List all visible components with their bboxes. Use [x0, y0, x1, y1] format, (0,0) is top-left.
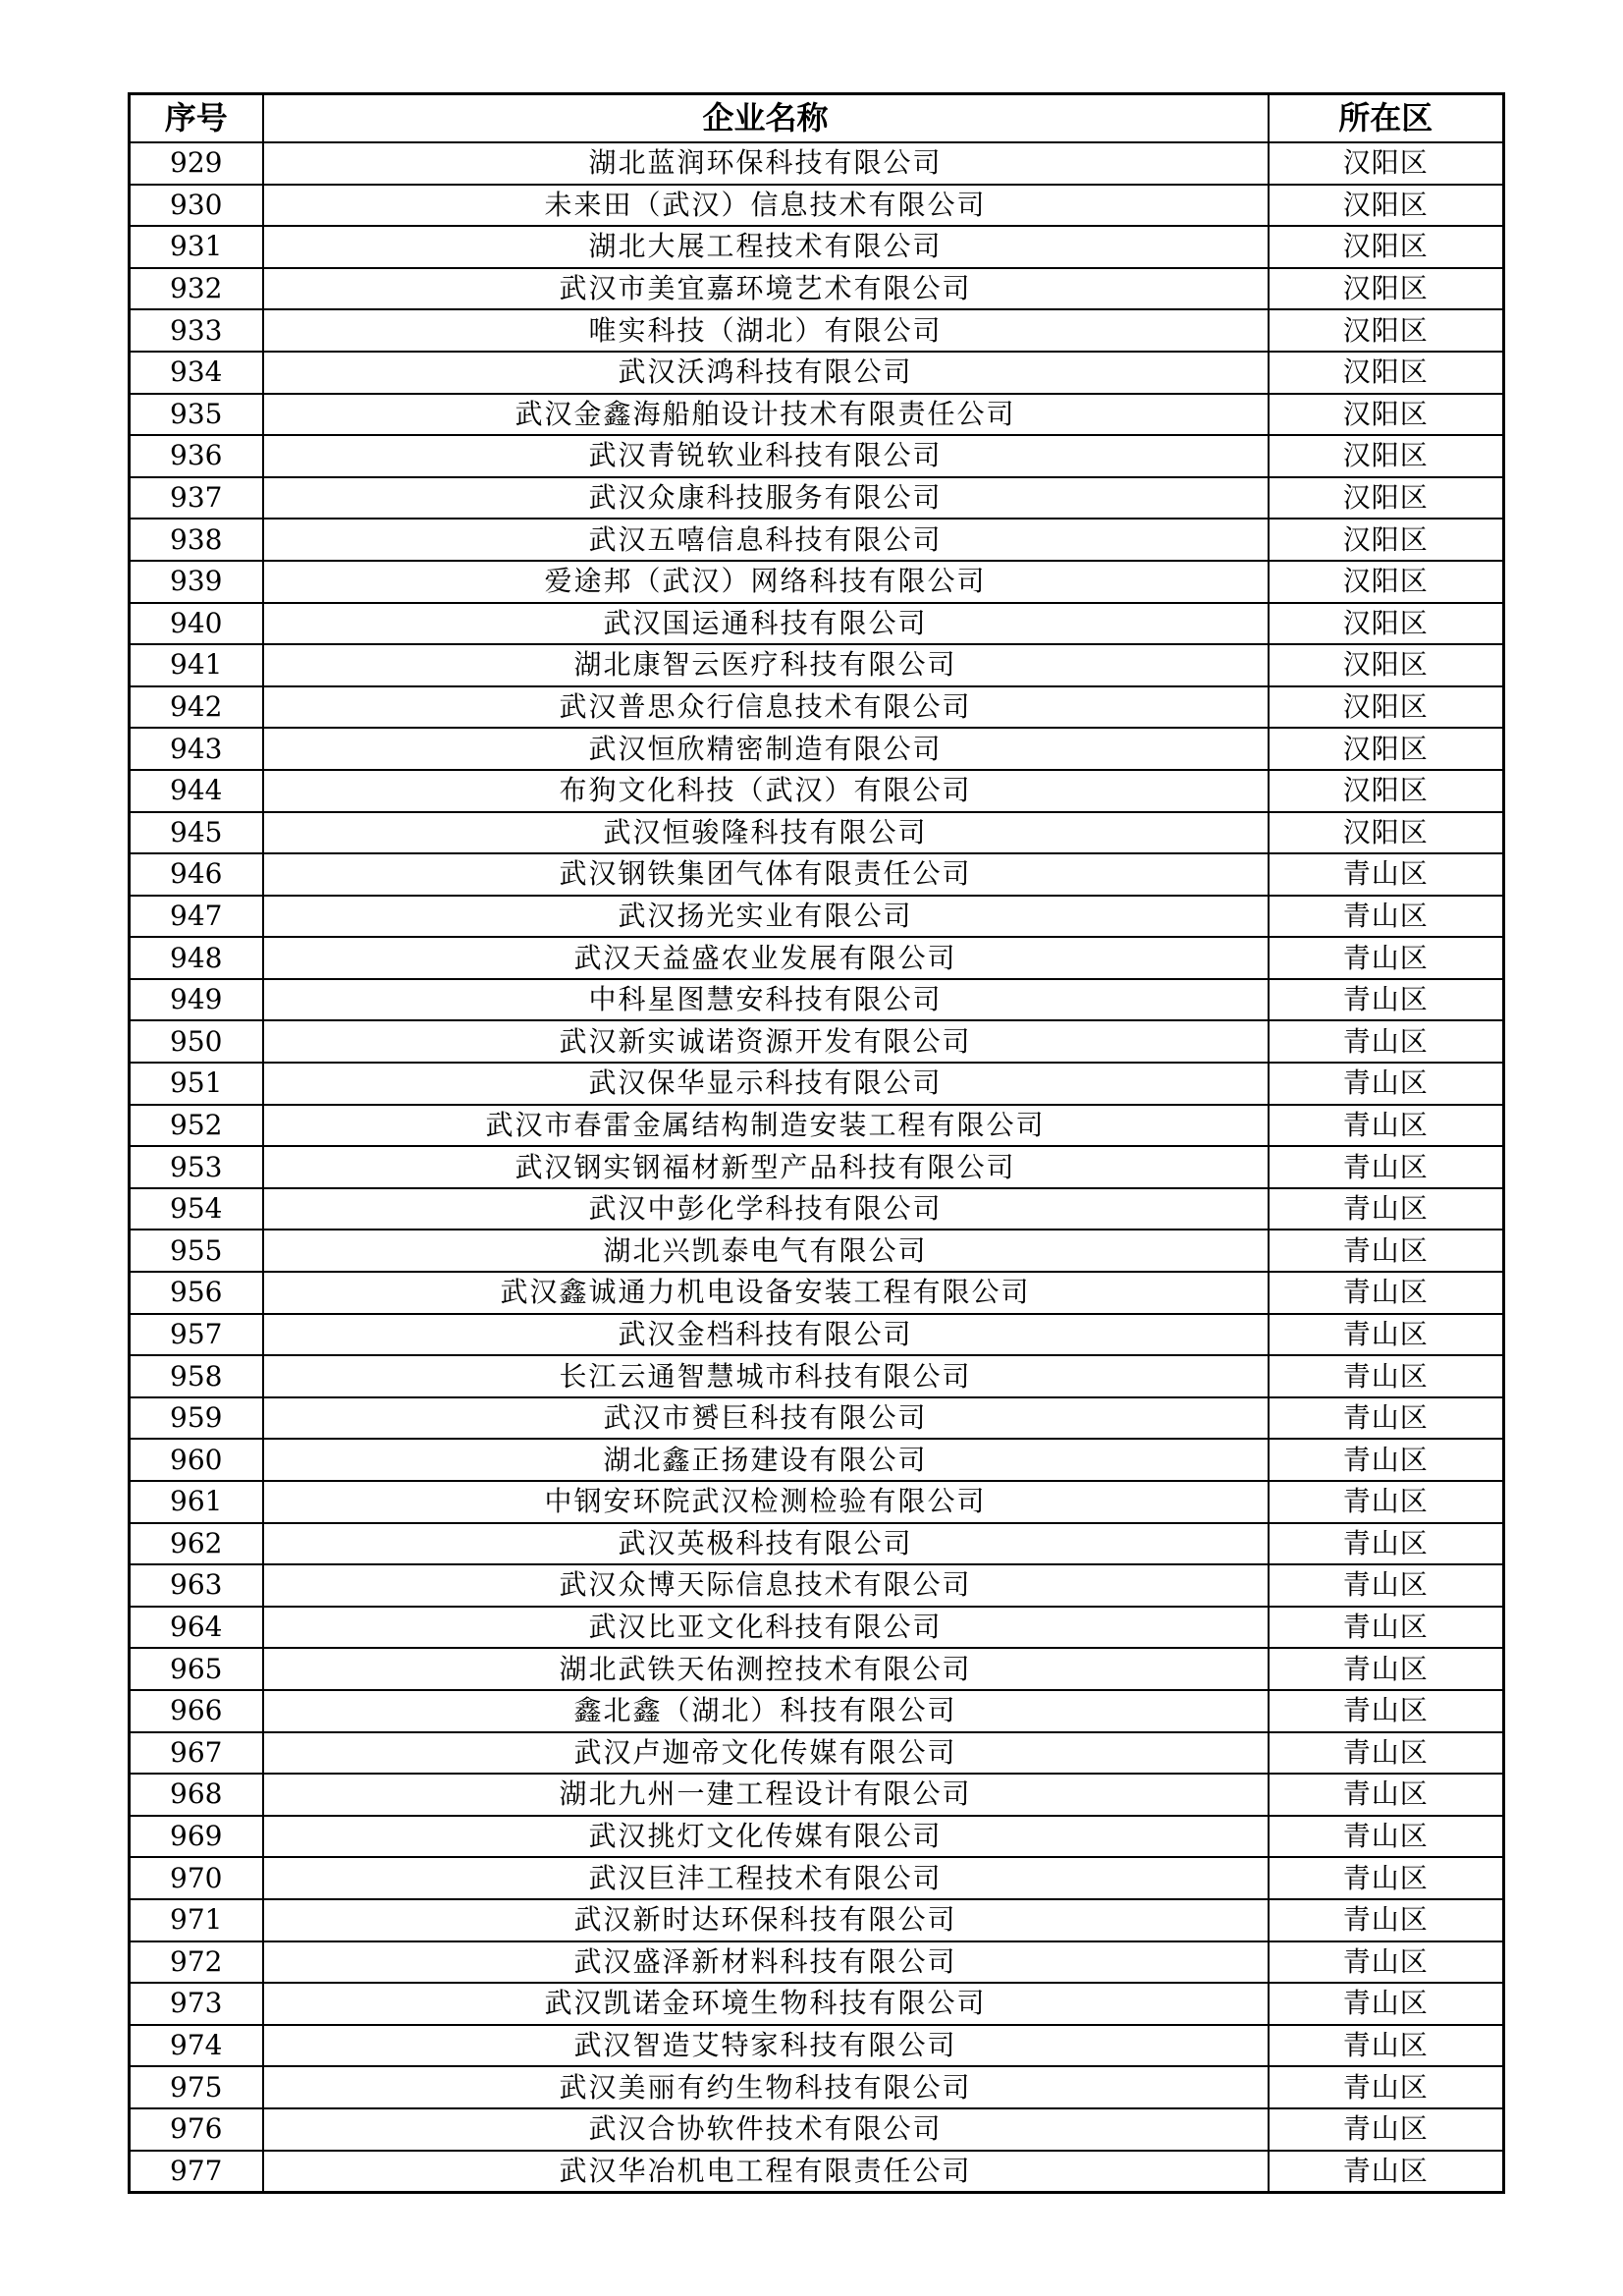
- row-district: 汉阳区: [1269, 394, 1504, 436]
- row-district: 青山区: [1269, 1690, 1504, 1732]
- table-row: [130, 1523, 1504, 1565]
- table-header-row: [130, 94, 1504, 143]
- table-row: [130, 1314, 1504, 1356]
- row-index: 931: [130, 226, 263, 268]
- row-company-name: 武汉市赟巨科技有限公司: [263, 1397, 1269, 1440]
- table-row: [130, 937, 1504, 979]
- row-index: 932: [130, 268, 263, 310]
- table-row: [130, 853, 1504, 896]
- row-company-name: 武汉国运通科技有限公司: [263, 603, 1269, 645]
- table-row: [130, 1272, 1504, 1314]
- row-index: 948: [130, 937, 263, 979]
- row-index: 955: [130, 1230, 263, 1272]
- table-row: [130, 268, 1504, 310]
- table-row: [130, 2108, 1504, 2151]
- table-row: [130, 2151, 1504, 2193]
- row-index: 934: [130, 352, 263, 394]
- table-row: [130, 2066, 1504, 2108]
- row-index: 961: [130, 1481, 263, 1523]
- row-company-name: 武汉巨沣工程技术有限公司: [263, 1857, 1269, 1899]
- row-company-name: 中钢安环院武汉检测检验有限公司: [263, 1481, 1269, 1523]
- table-row: [130, 1816, 1504, 1858]
- table-row: [130, 1899, 1504, 1941]
- row-index: 967: [130, 1732, 263, 1775]
- row-district: 汉阳区: [1269, 603, 1504, 645]
- row-district: 汉阳区: [1269, 268, 1504, 310]
- row-index: 958: [130, 1355, 263, 1397]
- table-row: [130, 1941, 1504, 1984]
- row-company-name: 武汉鑫诚通力机电设备安装工程有限公司: [263, 1272, 1269, 1314]
- row-index: 933: [130, 309, 263, 352]
- row-district: 汉阳区: [1269, 309, 1504, 352]
- table-row: [130, 812, 1504, 854]
- header-index: 序号: [130, 94, 263, 143]
- row-company-name: 武汉天益盛农业发展有限公司: [263, 937, 1269, 979]
- table-row: [130, 1188, 1504, 1230]
- row-company-name: 武汉新实诚诺资源开发有限公司: [263, 1020, 1269, 1063]
- row-company-name: 湖北兴凯泰电气有限公司: [263, 1230, 1269, 1272]
- row-company-name: 武汉沃鸿科技有限公司: [263, 352, 1269, 394]
- row-company-name: 武汉众康科技服务有限公司: [263, 477, 1269, 519]
- table-row: [130, 1774, 1504, 1816]
- header-district: 所在区: [1269, 94, 1504, 143]
- row-index: 944: [130, 770, 263, 812]
- table-row: [130, 185, 1504, 227]
- row-company-name: 武汉华冶机电工程有限责任公司: [263, 2151, 1269, 2193]
- table-row: [130, 519, 1504, 561]
- row-district: 青山区: [1269, 1439, 1504, 1481]
- row-company-name: 武汉中彭化学科技有限公司: [263, 1188, 1269, 1230]
- row-company-name: 武汉市美宜嘉环境艺术有限公司: [263, 268, 1269, 310]
- table-row: [130, 435, 1504, 477]
- row-index: 972: [130, 1941, 263, 1984]
- row-index: 957: [130, 1314, 263, 1356]
- row-index: 959: [130, 1397, 263, 1440]
- row-district: 汉阳区: [1269, 812, 1504, 854]
- table-row: [130, 1481, 1504, 1523]
- table-row: [130, 1732, 1504, 1775]
- row-district: 青山区: [1269, 1607, 1504, 1649]
- row-index: 946: [130, 853, 263, 896]
- row-district: 汉阳区: [1269, 477, 1504, 519]
- row-company-name: 湖北蓝润环保科技有限公司: [263, 142, 1269, 185]
- row-index: 976: [130, 2108, 263, 2151]
- row-company-name: 武汉金鑫海船舶设计技术有限责任公司: [263, 394, 1269, 436]
- row-district: 青山区: [1269, 1230, 1504, 1272]
- row-district: 汉阳区: [1269, 185, 1504, 227]
- row-company-name: 武汉钢铁集团气体有限责任公司: [263, 853, 1269, 896]
- company-table: [128, 92, 1505, 2194]
- row-company-name: 武汉市春雷金属结构制造安装工程有限公司: [263, 1105, 1269, 1147]
- row-district: 汉阳区: [1269, 226, 1504, 268]
- table-row: [130, 1355, 1504, 1397]
- row-district: 青山区: [1269, 1063, 1504, 1105]
- row-district: 青山区: [1269, 1899, 1504, 1941]
- table-row: [130, 686, 1504, 729]
- table-row: [130, 352, 1504, 394]
- row-district: 青山区: [1269, 1523, 1504, 1565]
- row-company-name: 武汉合协软件技术有限公司: [263, 2108, 1269, 2151]
- table-row: [130, 1607, 1504, 1649]
- table-row: [130, 603, 1504, 645]
- row-company-name: 布狗文化科技（武汉）有限公司: [263, 770, 1269, 812]
- table-row: [130, 1690, 1504, 1732]
- row-company-name: 武汉扬光实业有限公司: [263, 896, 1269, 938]
- table-row: [130, 896, 1504, 938]
- row-district: 汉阳区: [1269, 435, 1504, 477]
- row-district: 青山区: [1269, 1188, 1504, 1230]
- row-index: 975: [130, 2066, 263, 2108]
- row-district: 青山区: [1269, 1481, 1504, 1523]
- row-company-name: 唯实科技（湖北）有限公司: [263, 309, 1269, 352]
- row-district: 汉阳区: [1269, 519, 1504, 561]
- row-company-name: 湖北大展工程技术有限公司: [263, 226, 1269, 268]
- row-district: 青山区: [1269, 937, 1504, 979]
- row-index: 977: [130, 2151, 263, 2193]
- header-company-name: 企业名称: [263, 94, 1269, 143]
- row-company-name: 武汉青锐软业科技有限公司: [263, 435, 1269, 477]
- row-index: 960: [130, 1439, 263, 1481]
- row-district: 青山区: [1269, 1983, 1504, 2025]
- row-index: 965: [130, 1648, 263, 1690]
- table-row: [130, 644, 1504, 686]
- row-district: 青山区: [1269, 1146, 1504, 1188]
- row-district: 汉阳区: [1269, 728, 1504, 770]
- row-district: 青山区: [1269, 1272, 1504, 1314]
- row-company-name: 武汉钢实钢福材新型产品科技有限公司: [263, 1146, 1269, 1188]
- row-index: 942: [130, 686, 263, 729]
- row-district: 青山区: [1269, 1816, 1504, 1858]
- row-district: 青山区: [1269, 1355, 1504, 1397]
- table-row: [130, 1020, 1504, 1063]
- row-index: 943: [130, 728, 263, 770]
- row-index: 954: [130, 1188, 263, 1230]
- row-index: 941: [130, 644, 263, 686]
- row-district: 汉阳区: [1269, 686, 1504, 729]
- table-row: [130, 226, 1504, 268]
- table-row: [130, 2025, 1504, 2067]
- table-row: [130, 1146, 1504, 1188]
- row-company-name: 湖北鑫正扬建设有限公司: [263, 1439, 1269, 1481]
- row-district: 青山区: [1269, 1941, 1504, 1984]
- table-row: [130, 477, 1504, 519]
- row-index: 964: [130, 1607, 263, 1649]
- row-district: 汉阳区: [1269, 142, 1504, 185]
- row-index: 938: [130, 519, 263, 561]
- row-index: 950: [130, 1020, 263, 1063]
- table-row: [130, 394, 1504, 436]
- row-company-name: 武汉保华显示科技有限公司: [263, 1063, 1269, 1105]
- row-company-name: 武汉新时达环保科技有限公司: [263, 1899, 1269, 1941]
- row-company-name: 武汉五嘻信息科技有限公司: [263, 519, 1269, 561]
- row-company-name: 爱途邦（武汉）网络科技有限公司: [263, 561, 1269, 603]
- table-row: [130, 728, 1504, 770]
- row-index: 937: [130, 477, 263, 519]
- row-index: 956: [130, 1272, 263, 1314]
- row-company-name: 中科星图慧安科技有限公司: [263, 979, 1269, 1021]
- row-company-name: 武汉比亚文化科技有限公司: [263, 1607, 1269, 1649]
- row-district: 青山区: [1269, 1020, 1504, 1063]
- row-index: 953: [130, 1146, 263, 1188]
- row-district: 青山区: [1269, 2066, 1504, 2108]
- row-index: 969: [130, 1816, 263, 1858]
- row-index: 947: [130, 896, 263, 938]
- row-index: 936: [130, 435, 263, 477]
- row-company-name: 武汉凯诺金环境生物科技有限公司: [263, 1983, 1269, 2025]
- row-district: 汉阳区: [1269, 770, 1504, 812]
- row-district: 青山区: [1269, 1857, 1504, 1899]
- table-row: [130, 1983, 1504, 2025]
- row-index: 968: [130, 1774, 263, 1816]
- row-district: 青山区: [1269, 2151, 1504, 2193]
- row-district: 汉阳区: [1269, 561, 1504, 603]
- row-district: 青山区: [1269, 1105, 1504, 1147]
- row-district: 青山区: [1269, 1774, 1504, 1816]
- row-index: 939: [130, 561, 263, 603]
- row-district: 青山区: [1269, 2108, 1504, 2151]
- row-company-name: 湖北九州一建工程设计有限公司: [263, 1774, 1269, 1816]
- row-index: 974: [130, 2025, 263, 2067]
- table-row: [130, 979, 1504, 1021]
- row-index: 973: [130, 1983, 263, 2025]
- table-row: [130, 561, 1504, 603]
- row-company-name: 武汉众博天际信息技术有限公司: [263, 1564, 1269, 1607]
- row-company-name: 武汉美丽有约生物科技有限公司: [263, 2066, 1269, 2108]
- row-index: 951: [130, 1063, 263, 1105]
- row-district: 汉阳区: [1269, 644, 1504, 686]
- row-index: 935: [130, 394, 263, 436]
- table-row: [130, 1063, 1504, 1105]
- row-district: 青山区: [1269, 853, 1504, 896]
- row-company-name: 湖北康智云医疗科技有限公司: [263, 644, 1269, 686]
- row-index: 945: [130, 812, 263, 854]
- row-company-name: 武汉挑灯文化传媒有限公司: [263, 1816, 1269, 1858]
- row-company-name: 鑫北鑫（湖北）科技有限公司: [263, 1690, 1269, 1732]
- row-company-name: 武汉智造艾特家科技有限公司: [263, 2025, 1269, 2067]
- table-row: [130, 1105, 1504, 1147]
- row-index: 962: [130, 1523, 263, 1565]
- table-row: [130, 770, 1504, 812]
- row-index: 930: [130, 185, 263, 227]
- row-company-name: 未来田（武汉）信息技术有限公司: [263, 185, 1269, 227]
- row-index: 970: [130, 1857, 263, 1899]
- table-row: [130, 309, 1504, 352]
- row-district: 青山区: [1269, 1564, 1504, 1607]
- row-index: 963: [130, 1564, 263, 1607]
- row-company-name: 武汉恒骏隆科技有限公司: [263, 812, 1269, 854]
- row-district: 青山区: [1269, 1648, 1504, 1690]
- table-row: [130, 1397, 1504, 1440]
- row-company-name: 武汉恒欣精密制造有限公司: [263, 728, 1269, 770]
- row-district: 青山区: [1269, 1397, 1504, 1440]
- row-index: 949: [130, 979, 263, 1021]
- row-district: 青山区: [1269, 1732, 1504, 1775]
- row-company-name: 武汉金档科技有限公司: [263, 1314, 1269, 1356]
- table-body: [130, 142, 1504, 2193]
- row-district: 青山区: [1269, 979, 1504, 1021]
- row-company-name: 湖北武铁天佑测控技术有限公司: [263, 1648, 1269, 1690]
- table-row: [130, 142, 1504, 185]
- row-index: 971: [130, 1899, 263, 1941]
- table-row: [130, 1564, 1504, 1607]
- row-index: 952: [130, 1105, 263, 1147]
- row-company-name: 武汉普思众行信息技术有限公司: [263, 686, 1269, 729]
- table-row: [130, 1439, 1504, 1481]
- row-index: 929: [130, 142, 263, 185]
- table-row: [130, 1857, 1504, 1899]
- row-company-name: 武汉英极科技有限公司: [263, 1523, 1269, 1565]
- table-row: [130, 1648, 1504, 1690]
- row-district: 青山区: [1269, 896, 1504, 938]
- row-company-name: 武汉卢迦帝文化传媒有限公司: [263, 1732, 1269, 1775]
- row-district: 青山区: [1269, 2025, 1504, 2067]
- row-company-name: 武汉盛泽新材料科技有限公司: [263, 1941, 1269, 1984]
- row-district: 青山区: [1269, 1314, 1504, 1356]
- row-index: 940: [130, 603, 263, 645]
- row-index: 966: [130, 1690, 263, 1732]
- row-district: 汉阳区: [1269, 352, 1504, 394]
- row-company-name: 长江云通智慧城市科技有限公司: [263, 1355, 1269, 1397]
- table-row: [130, 1230, 1504, 1272]
